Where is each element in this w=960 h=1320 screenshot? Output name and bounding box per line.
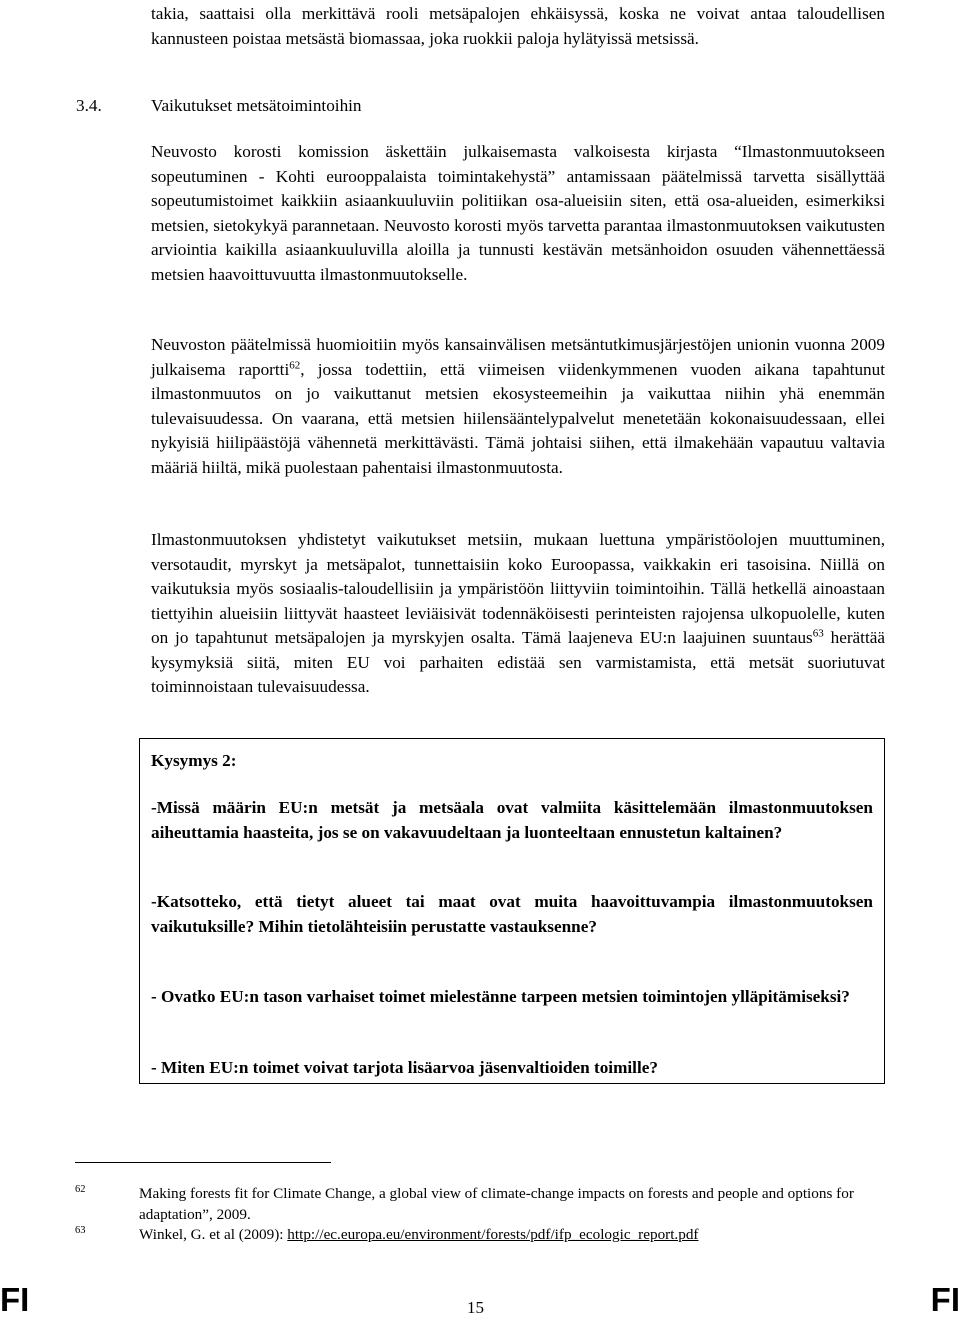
page-number: 15 <box>467 1298 484 1317</box>
section-title: Vaikutukset metsätoimintoihin <box>151 96 362 115</box>
footnote-62-text: Making forests fit for Climate Change, a global view of climate-change impacts on forests and people and options for adaptation”, 2009. <box>139 1185 854 1223</box>
paragraph-1: Neuvosto korosti komission äskettäin julkaisemasta valkoisesta kirjasta “Ilmastonmuutokseen sopeutuminen - Kohti eurooppalaista toimintakehystä” antamissaan päätelmissä tarvetta sisällyttää sopeutumistoimet kaikkiin asiaankuuluviin politiikan osa-alueisiin siten, että osa-alueiden, esimerkiksi metsien, sietokykyä parannetaan. Neuvosto korosti myös tarvetta parantaa ilmastonmuutoksen vaikutusten arviointia kaikilla asiaankuuluvilla aloilla ja tunnusti kestävän metsänhoidon osuuden vähennettäessä metsien haavoittuvuutta ilmastonmuutokselle. <box>151 142 885 284</box>
footer-language-left: FI <box>0 1281 30 1318</box>
footnote-63-citation: Winkel, G. et al (2009): <box>139 1226 288 1243</box>
question-2: -Katsotteko, että tietyt alueet tai maat ovat muita haavoittuvampia ilmastonmuutoksen vaikutuksille? Mihin tietolähteisiin perustatte vastauksenne? <box>151 892 873 936</box>
paragraph-2-text-b: , jossa todettiin, että viimeisen viidenkymmenen vuoden aikana tapahtunut ilmastonmuutos on jo vaikuttanut metsien ekosysteemeihin ja vaikuttaa niihin yhä enemmän tulevaisuudessa. On vaarana, että metsien hiilensääntelypalvelut menetetään kokonaisuudessaan, ellei nykyisiä hiilipäästöjä vähennetä merkittävästi. Tämä johtaisi siihen, että ilmakehään vapautuu valtavia määriä hiiltä, mikä puolestaan pahentaisi ilmastonmuutosta. <box>151 359 885 477</box>
question-box <box>139 738 885 1084</box>
footer-language-right: FI <box>930 1281 960 1318</box>
footnote-62-number: 62 <box>75 1184 86 1195</box>
question-4: - Miten EU:n toimet voivat tarjota lisäarvoa jäsenvaltioiden toimille? <box>151 1058 658 1077</box>
footnote-63-link[interactable]: http://ec.europa.eu/environment/forests/pdf/ifp_ecologic_report.pdf <box>287 1226 699 1243</box>
paragraph-3 <box>151 528 885 700</box>
footnote-separator <box>75 1162 331 1163</box>
question-box-title: Kysymys 2: <box>151 751 237 770</box>
paragraph-2 <box>151 333 885 480</box>
paragraph-3-text-a: Ilmastonmuutoksen yhdistetyt vaikutukset metsiin, mukaan luettuna ympäristöolojen muuttuminen, versotaudit, myrskyt ja metsäpalot, tunnettaisiin koko Euroopassa, vaikkakin eri tasoisina. Niillä on vaikutuksia myös sosiaalis-taloudellisiin ja ympäristöön liittyviin toimintoihin. Tällä hetkellä ainoastaan tiettyihin alueisiin liittyvät haasteet leviäisivät todennäköisesti perinteisten rajojensa ulkopuolelle, kuten on jo tapahtunut metsäpalojen ja myrskyjen osalta. Tämä laajeneva EU:n laajuinen suuntaus <box>151 530 885 647</box>
question-1: -Missä määrin EU:n metsät ja metsäala ovat valmiita käsittelemään ilmastonmuutoksen aiheuttamia haasteita, jos se on vakavuudeltaan ja luonteeltaan ennustetun kaltainen? <box>151 798 873 842</box>
footnote-ref-63[interactable]: 63 <box>812 627 824 640</box>
section-number: 3.4. <box>76 96 102 115</box>
section-heading <box>0 94 960 119</box>
intro-paragraph: takia, saattaisi olla merkittävä rooli metsäpalojen ehkäisyssä, koska ne voivat antaa taloudellisen kannusteen poistaa metsästä biomassaa, joka ruokkii paloja hylätyissä metsissä. <box>151 4 885 48</box>
question-3: - Ovatko EU:n tason varhaiset toimet mielestänne tarpeen metsien toimintojen ylläpitämiseksi? <box>151 987 850 1006</box>
paragraph-3-text-b: herättää kysymyksiä siitä, miten EU voi parhaiten edistää sen varmistamista, että metsät suoriutuvat toiminnoistaan tulevaisuudessa. <box>151 628 885 696</box>
footnote-63-number: 63 <box>75 1225 86 1236</box>
footnote-ref-62[interactable]: 62 <box>289 358 301 371</box>
footnote-63-text <box>139 1225 885 1246</box>
paragraph-2-text-a: Neuvoston päätelmissä huomioitiin myös kansainvälisen metsäntutkimusjärjestöjen unionin vuonna 2009 julkaisema raportti <box>151 335 885 379</box>
